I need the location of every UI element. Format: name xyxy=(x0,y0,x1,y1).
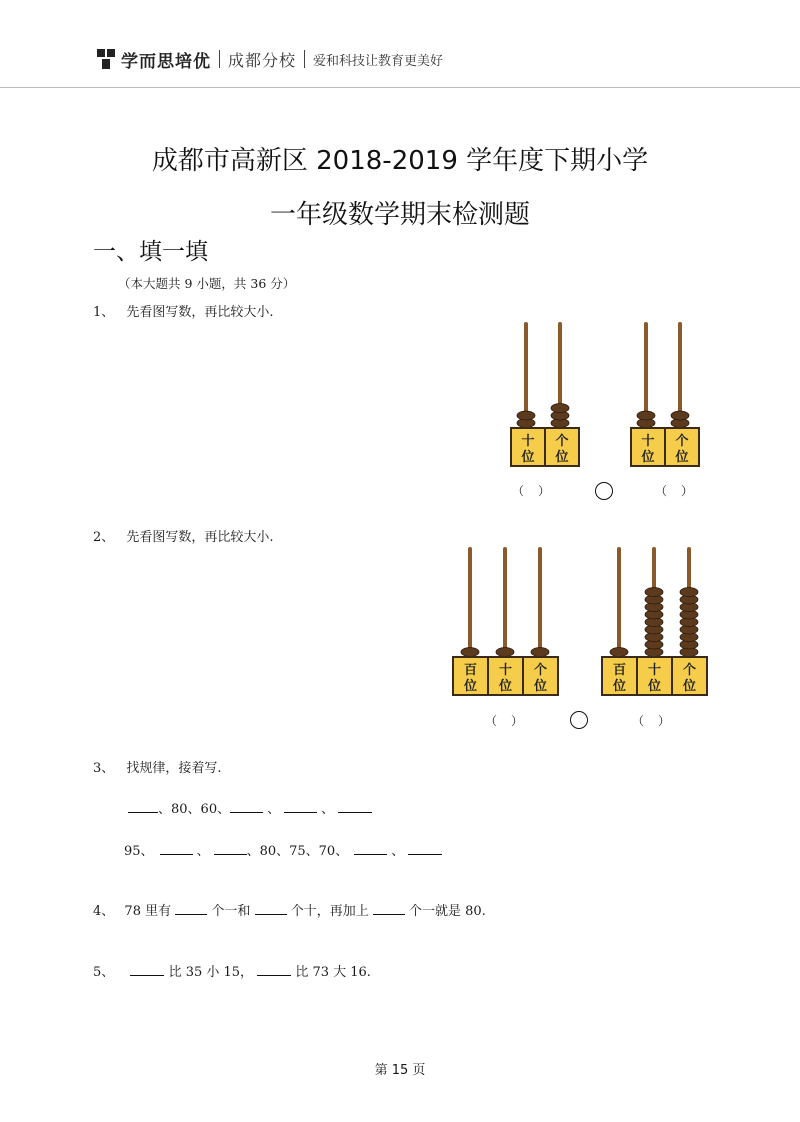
bead-stack-ones xyxy=(671,411,689,428)
header-bar xyxy=(95,44,443,74)
bead-stack-tens xyxy=(496,648,514,657)
pattern-row-1 xyxy=(128,798,372,817)
section-note: （本大题共 9 小题，共 36 分） xyxy=(118,276,296,291)
question-number: 5、 xyxy=(93,965,115,980)
fill-blank[interactable] xyxy=(128,798,158,813)
question-text: 个十，再加上 xyxy=(290,904,369,919)
question-4 xyxy=(93,900,486,919)
abacus-rod xyxy=(538,547,542,659)
paren-close: ） xyxy=(658,714,671,728)
place-label: 位 xyxy=(555,450,569,465)
question-text: 个一和 xyxy=(211,904,251,919)
abacus-bead xyxy=(671,411,689,420)
compare-circle-q1[interactable] xyxy=(595,482,613,500)
question-text: 个一就是 80. xyxy=(408,904,486,919)
answer-blank-q2-right[interactable] xyxy=(632,712,670,729)
place-label: 位 xyxy=(463,679,478,694)
paren-close: ） xyxy=(538,484,551,498)
place-label: 百 xyxy=(612,663,627,678)
fill-blank[interactable] xyxy=(257,961,291,976)
fill-blank[interactable] xyxy=(230,798,263,813)
abacus-bead xyxy=(610,648,628,657)
paren-close: ） xyxy=(511,714,524,728)
place-label: 位 xyxy=(533,679,548,694)
bead-stack-ones xyxy=(531,648,549,657)
fill-blank[interactable] xyxy=(338,798,372,813)
question-text: 找规律，接着写. xyxy=(126,761,222,776)
place-label: 位 xyxy=(612,679,627,694)
pattern-text: 、 xyxy=(391,844,405,859)
abacus-bead xyxy=(531,648,549,657)
answer-blank-q2-left[interactable] xyxy=(485,712,523,729)
question-text: 比 73 大 16. xyxy=(295,965,371,980)
bead-stack-ones xyxy=(551,404,569,428)
branch-name: 成都分校 xyxy=(228,50,297,70)
question-5 xyxy=(93,961,371,980)
abacus-bead xyxy=(496,648,514,657)
page-title-line2: 一年级数学期末检测题 xyxy=(269,200,530,230)
question-number: 2、 xyxy=(93,530,115,545)
bead-stack-hundreds xyxy=(461,648,479,657)
abacus-bead xyxy=(637,411,655,420)
place-label: 个 xyxy=(682,663,697,678)
pattern-text: 、 xyxy=(196,844,210,859)
page-number: 第 15 页 xyxy=(374,1063,426,1078)
abacus-bead xyxy=(645,588,663,597)
place-label: 十 xyxy=(641,434,655,449)
question-number: 1、 xyxy=(93,305,115,320)
abacus-q2-right xyxy=(600,543,708,699)
fill-blank[interactable] xyxy=(214,840,247,855)
bead-stack-tens xyxy=(517,411,535,428)
place-label: 百 xyxy=(463,663,478,678)
pattern-text: 、80、60、 xyxy=(158,802,231,817)
abacus-bead xyxy=(680,588,698,597)
question-text: 先看图写数，再比较大小. xyxy=(126,530,274,545)
pattern-text: 、 xyxy=(267,802,281,817)
place-label: 位 xyxy=(682,679,697,694)
paren-close: ） xyxy=(681,484,694,498)
question-3 xyxy=(93,757,222,776)
place-label: 个 xyxy=(533,663,548,678)
place-label: 位 xyxy=(647,679,662,694)
bead-stack-hundreds xyxy=(610,648,628,657)
place-label: 十 xyxy=(498,663,513,678)
question-text: 比 35 小 15， xyxy=(168,965,254,980)
abacus-bead xyxy=(551,404,569,413)
bead-stack-ones xyxy=(680,588,698,657)
answer-blank-q1-left[interactable] xyxy=(512,482,550,499)
question-1 xyxy=(93,301,274,320)
bead-stack-tens xyxy=(637,411,655,428)
question-number: 4、 xyxy=(93,904,115,919)
paren-open: （ xyxy=(655,484,668,498)
fill-blank[interactable] xyxy=(373,900,405,915)
slogan: 爱和科技让教育更美好 xyxy=(313,53,444,69)
abacus-rod xyxy=(617,547,621,659)
paren-open: （ xyxy=(632,714,645,728)
abacus-bead xyxy=(461,648,479,657)
header-divider xyxy=(0,87,800,88)
fill-blank[interactable] xyxy=(255,900,287,915)
pattern-text: 、 xyxy=(321,802,335,817)
compare-circle-q2[interactable] xyxy=(570,711,588,729)
fill-blank[interactable] xyxy=(354,840,387,855)
header-separator xyxy=(219,50,220,68)
abacus-q1-left xyxy=(509,318,581,470)
place-label: 个 xyxy=(555,434,569,449)
fill-blank[interactable] xyxy=(284,798,317,813)
place-label: 位 xyxy=(521,450,535,465)
abacus-q1-right xyxy=(629,318,701,470)
header-separator xyxy=(304,50,305,68)
place-label: 十 xyxy=(521,434,535,449)
place-label: 位 xyxy=(498,679,513,694)
fill-blank[interactable] xyxy=(175,900,207,915)
section-heading: 一、填一填 xyxy=(93,239,208,265)
place-label: 位 xyxy=(675,450,689,465)
paren-open: （ xyxy=(485,714,498,728)
fill-blank[interactable] xyxy=(130,961,164,976)
paren-open: （ xyxy=(512,484,525,498)
question-text: 78 里有 xyxy=(124,904,172,919)
fill-blank[interactable] xyxy=(160,840,193,855)
abacus-bead xyxy=(517,411,535,420)
place-label: 位 xyxy=(641,450,655,465)
question-2 xyxy=(93,526,274,545)
abacus-rod xyxy=(468,547,472,659)
answer-blank-q1-right[interactable] xyxy=(655,482,693,499)
place-label: 个 xyxy=(675,434,689,449)
abacus-q2-left xyxy=(451,543,559,699)
fill-blank[interactable] xyxy=(408,840,442,855)
brand-logo-icon xyxy=(95,47,117,71)
pattern-text: 95、 xyxy=(124,844,154,859)
pattern-text: 、80、75、70、 xyxy=(246,844,349,859)
question-text: 先看图写数，再比较大小. xyxy=(126,305,274,320)
brand-name: 学而思培优 xyxy=(121,51,211,72)
abacus-rod xyxy=(503,547,507,659)
place-label: 十 xyxy=(647,663,662,678)
pattern-row-2 xyxy=(124,840,442,859)
question-number: 3、 xyxy=(93,761,115,776)
page-title-line1: 成都市高新区 2018-2019 学年度下期小学 xyxy=(151,146,649,176)
bead-stack-tens xyxy=(645,588,663,657)
